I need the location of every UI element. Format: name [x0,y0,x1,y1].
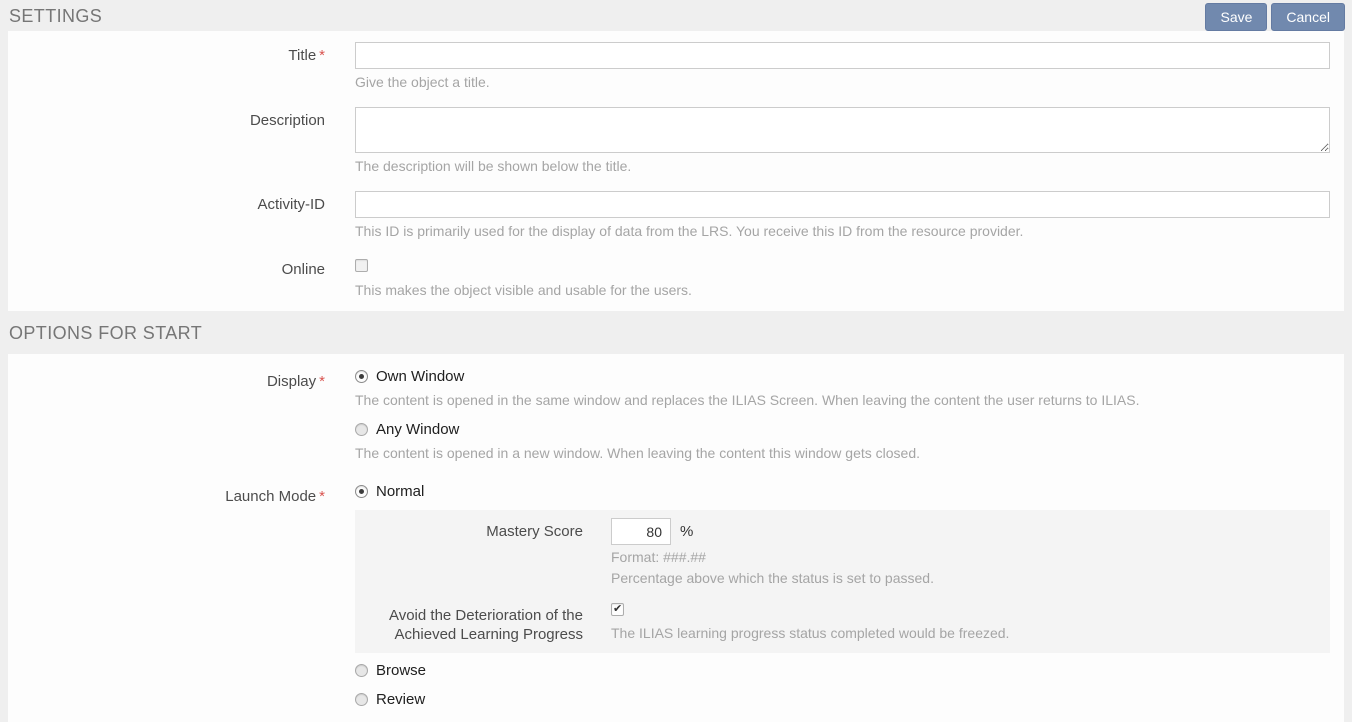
display-field-row [8,368,1344,461]
any-window-option-label[interactable]: Any Window [376,421,460,438]
options-for-start-title: OPTIONS FOR START [9,323,203,343]
activity-id-field-label: Activity-ID [257,196,325,213]
online-checkbox[interactable] [355,259,368,272]
display-option-own-window [355,368,1330,408]
avoid-deterioration-checkbox[interactable] [611,603,624,616]
mastery-score-input-line [611,518,1316,545]
browse-radio[interactable] [355,664,368,677]
display-label-text: Display [266,373,317,390]
online-field-label: Online [281,261,325,278]
browse-option-label[interactable]: Browse [376,662,427,679]
save-button[interactable]: Save [1205,3,1267,31]
display-required-marker: * [319,373,325,390]
launch-mode-required-marker: * [319,488,325,505]
title-input[interactable] [355,42,1330,69]
title-label-text: Title [288,47,317,64]
browse-option-line [355,662,1330,679]
mastery-score-row [355,518,1330,586]
title-field-label [8,42,355,90]
any-window-radio[interactable] [355,423,368,436]
mastery-score-input-col [611,518,1330,586]
mastery-score-label: Mastery Score [486,523,583,540]
normal-option-label[interactable]: Normal [376,483,425,500]
own-window-radio[interactable] [355,370,368,383]
launch-mode-options-col [355,483,1344,708]
launch-mode-label-text: Launch Mode [225,488,317,505]
display-option-any-window [355,421,1330,461]
title-byline: Give the object a title. [355,74,490,90]
review-option-label[interactable]: Review [376,691,426,708]
normal-radio[interactable] [355,485,368,498]
any-window-option-line [355,421,1330,438]
normal-launch-subpanel [355,510,1330,653]
own-window-byline: The content is opened in the same window and replaces the ILIAS Screen. When leaving the content the user returns to ILIAS. [355,392,1140,408]
description-field-row [8,107,1344,174]
own-window-option-line [355,368,1330,385]
own-window-option-label[interactable]: Own Window [376,368,465,385]
settings-section-title: SETTINGS [9,6,103,26]
title-field-input-col [355,42,1344,90]
activity-id-byline: This ID is primarily used for the display of data from the LRS. You receive this ID from the resource provider. [355,223,1024,239]
online-field-row [8,256,1344,298]
title-field-row [8,42,1344,90]
mastery-score-percent-suffix: % [680,523,694,540]
avoid-deterioration-label: Avoid the Deterioration of the Achieved Learning Progress [388,607,583,643]
settings-form-panel [8,31,1344,311]
mastery-score-byline: Percentage above which the status is set to passed. [611,570,934,586]
display-options-col [355,368,1344,461]
toolbar-buttons [1205,3,1345,31]
description-field-input-col [355,107,1344,174]
settings-header-bar [0,0,1352,31]
online-byline: This makes the object visible and usable for the users. [355,282,692,298]
review-radio[interactable] [355,693,368,706]
avoid-deterioration-input-col [611,602,1330,644]
any-window-byline: The content is opened in a new window. When leaving the content this window gets closed. [355,445,921,461]
description-byline: The description will be shown below the title. [355,158,632,174]
launch-mode-field-label [8,483,355,708]
avoid-deterioration-byline: The ILIAS learning progress status completed would be freezed. [611,625,1010,641]
activity-id-field-input-col [355,191,1344,239]
description-field-label: Description [249,112,325,129]
activity-id-input[interactable] [355,191,1330,218]
cancel-button[interactable]: Cancel [1271,3,1345,31]
avoid-deterioration-row [355,602,1330,644]
mastery-score-format-byline: Format: ###.## [611,549,706,565]
activity-id-field-row [8,191,1344,239]
normal-option-line [355,483,1330,500]
description-textarea[interactable] [355,107,1330,153]
title-required-marker: * [319,47,325,64]
options-for-start-header-band [0,311,1352,354]
review-option-line [355,691,1330,708]
display-field-label [8,368,355,461]
launch-mode-field-row [8,483,1344,708]
mastery-score-input[interactable] [611,518,671,545]
options-for-start-panel [8,354,1344,722]
online-field-input-col [355,256,1344,298]
